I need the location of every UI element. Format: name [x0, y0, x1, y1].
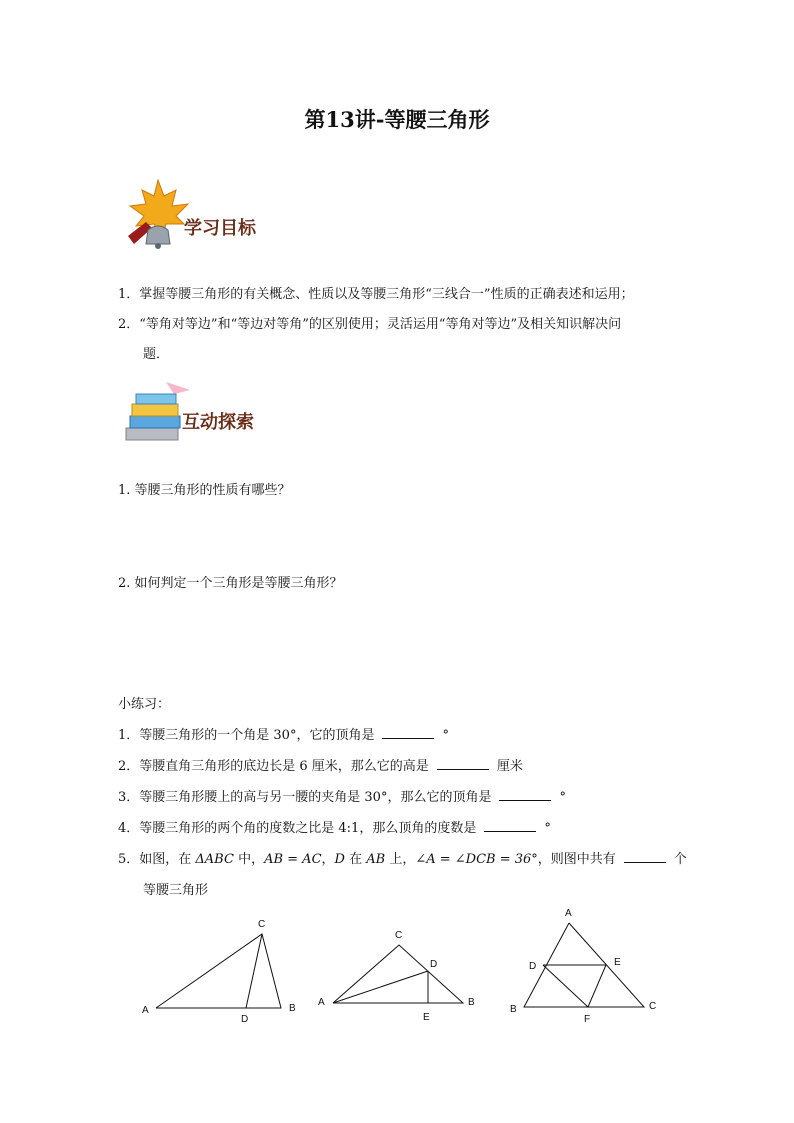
- q3-unit: °: [559, 790, 566, 805]
- q2-unit: 厘米: [496, 759, 523, 774]
- fig2-label-a: A: [318, 997, 325, 1008]
- answer-blank-1[interactable]: [382, 726, 434, 739]
- goals-banner-title: 学习目标: [184, 218, 256, 239]
- fig3-label-c: C: [649, 1001, 657, 1012]
- q4-unit: °: [544, 821, 551, 836]
- fig2-label-b: B: [468, 997, 475, 1008]
- answer-blank-4[interactable]: [484, 819, 536, 832]
- geometry-figures: [130, 905, 670, 1035]
- q5-text-6: ，则图中共有: [537, 852, 616, 867]
- fig1-label-d: D: [241, 1014, 249, 1025]
- q4-text: 4．等腰三角形的两个角的度数之比是 4:1，那么顶角的度数是: [118, 821, 477, 836]
- answer-blank-5[interactable]: [624, 850, 666, 863]
- fig3-label-d: D: [529, 961, 537, 972]
- goal-item-2: 2．“等角对等边”和“等边对等角”的区别使用；灵活运用“等角对等边”及相关知识解决问: [118, 317, 622, 332]
- fig2-label-c: C: [395, 930, 403, 941]
- q5-text-2: 中，: [233, 852, 265, 867]
- q5-math-2: AB = AC: [264, 852, 322, 867]
- fig2-label-d: D: [430, 959, 438, 970]
- fig1-label-a: A: [142, 1005, 149, 1016]
- q5-text-1: 5．如图，在: [118, 852, 196, 867]
- fig3-label-b: B: [510, 1004, 517, 1015]
- fig2-label-e: E: [423, 1012, 430, 1023]
- practice-q5-cont: 等腰三角形: [143, 883, 209, 898]
- fig1-label-b: B: [289, 1003, 296, 1014]
- fig3-label-f: F: [584, 1014, 591, 1025]
- figure-2: [333, 945, 463, 1003]
- q5-text-3: ，: [321, 852, 335, 867]
- practice-q3: [118, 786, 566, 805]
- goals-banner: [118, 178, 278, 262]
- fig2-segment-ad: [333, 971, 428, 1003]
- goal-item-2-cont: 题．: [143, 347, 170, 362]
- fig3-label-e: E: [614, 957, 621, 968]
- explore-banner-title: 互动探索: [182, 412, 254, 433]
- fig3-triangle-def: [543, 965, 606, 1007]
- fig1-triangle-abc: [156, 934, 281, 1008]
- q5-math-1: ΔABC: [195, 852, 234, 867]
- goal-item-1: 1．掌握等腰三角形的有关概念、性质以及等腰三角形“三线合一”性质的正确表述和运用；: [118, 287, 634, 302]
- q2-text: 2．等腰直角三角形的底边长是 6 厘米，那么它的高是: [118, 759, 429, 774]
- q3-text: 3．等腰三角形腰上的高与另一腰的夹角是 30°，那么它的顶角是: [118, 790, 492, 805]
- fig1-segment-cd: [246, 934, 262, 1008]
- q5-math-3: D: [334, 852, 345, 867]
- fig3-label-a: A: [565, 908, 572, 919]
- page-title: 第13讲-等腰三角形: [304, 107, 490, 132]
- q5-math-5: ∠A = ∠DCB = 36°: [415, 852, 538, 867]
- q5-text-5: 上，: [385, 852, 416, 867]
- q1-unit: °: [442, 728, 449, 743]
- practice-q2: [118, 755, 523, 774]
- answer-blank-2[interactable]: [437, 757, 489, 770]
- fig1-label-c: C: [258, 919, 266, 930]
- figure-3: [524, 923, 644, 1007]
- fig2-triangle-abc: [333, 945, 463, 1003]
- practice-q5: [118, 848, 687, 867]
- explore-question-1: 1. 等腰三角形的性质有哪些？: [118, 483, 291, 498]
- answer-blank-3[interactable]: [499, 788, 551, 801]
- q5-math-4: AB: [366, 852, 386, 867]
- explore-question-2: 2. 如何判定一个三角形是等腰三角形？: [118, 576, 343, 591]
- q5-unit: 个: [673, 852, 687, 867]
- figure-1: [156, 934, 281, 1008]
- practice-q4: [118, 817, 551, 836]
- practice-heading: 小练习：: [118, 697, 171, 712]
- q1-text: 1．等腰三角形的一个角是 30°，它的顶角是: [118, 728, 375, 743]
- practice-q1: [118, 724, 449, 743]
- explore-banner: [118, 378, 278, 458]
- q5-text-4: 在: [344, 852, 367, 867]
